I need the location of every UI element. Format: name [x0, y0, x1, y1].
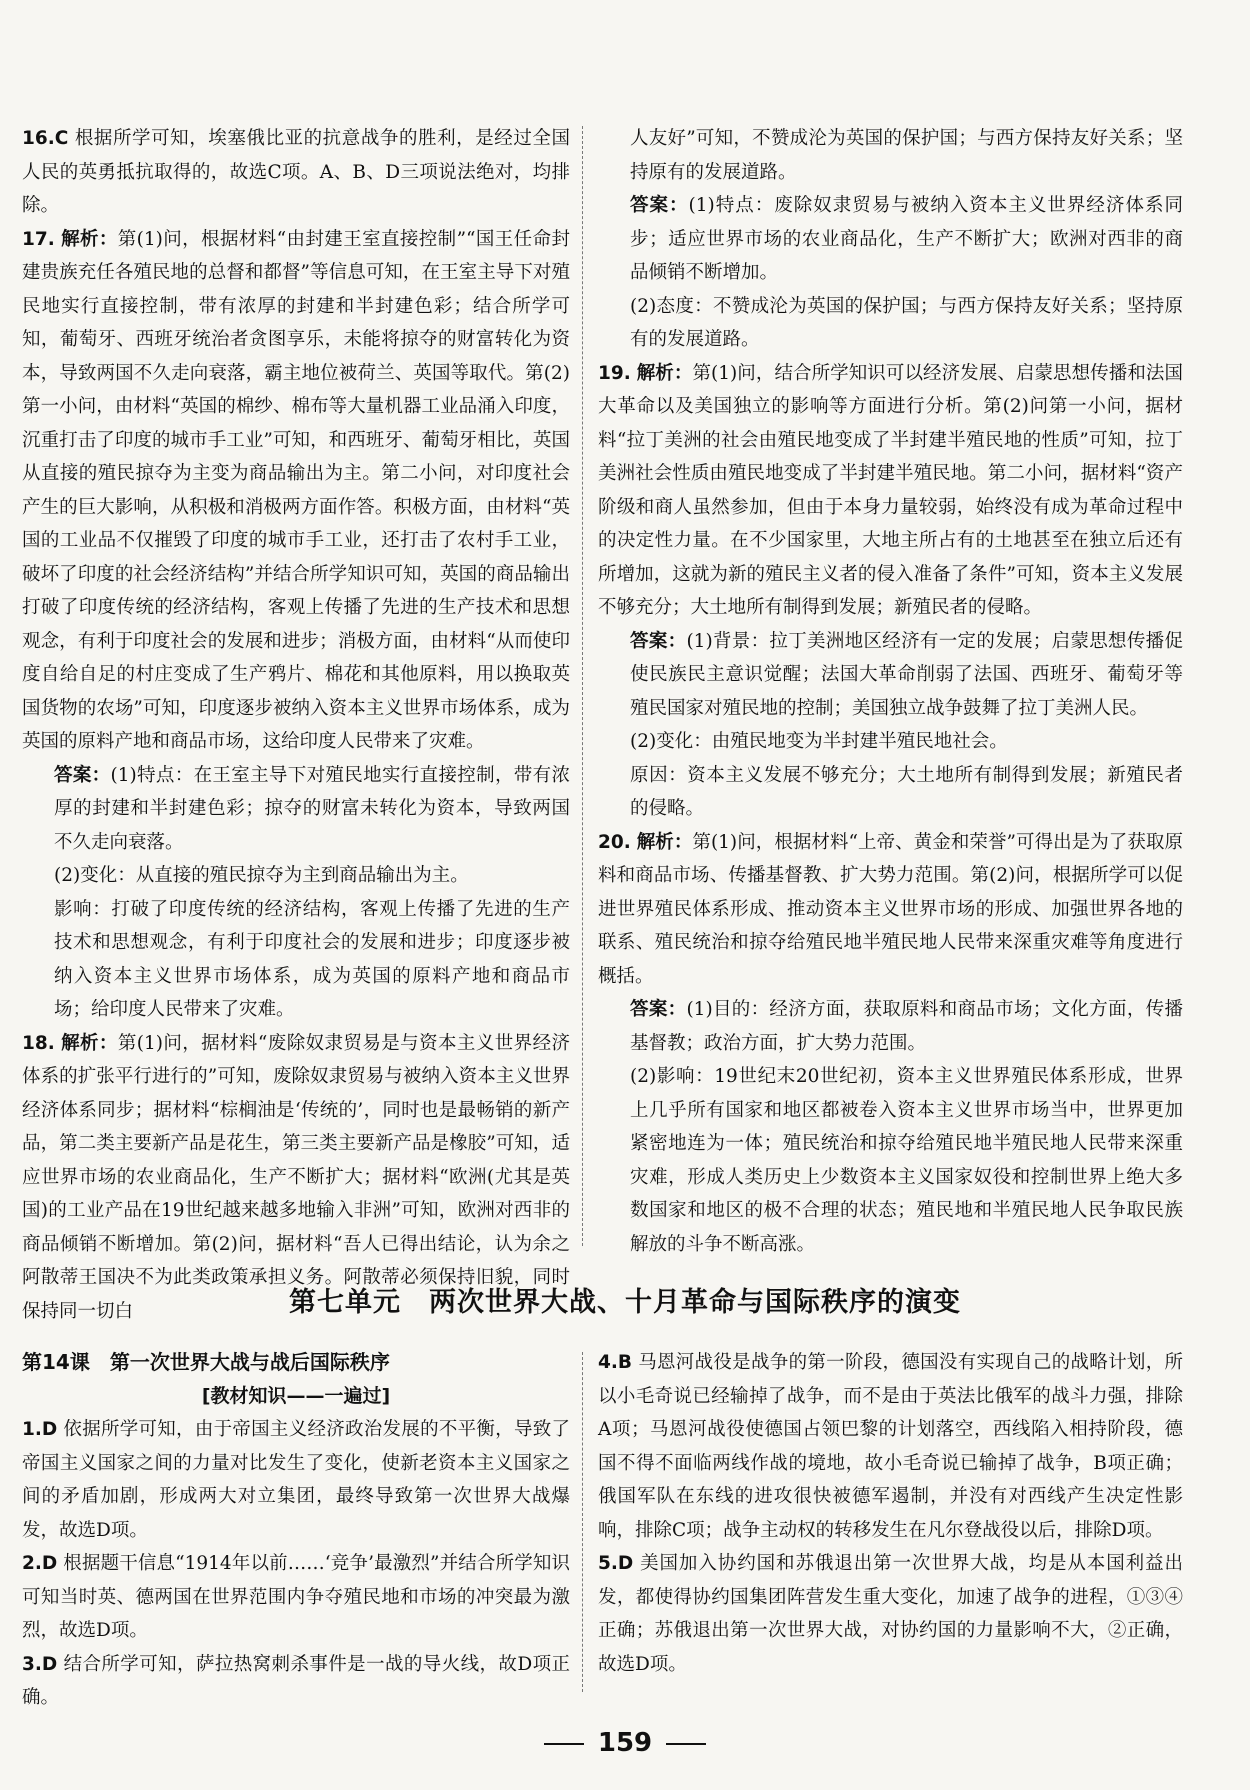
paragraph [22, 1547, 570, 1648]
paragraph-text: 依据所学可知，由于帝国主义经济政治发展的不平衡，导致了帝国主义国家之间的力量对比发生了变化，使新老资本主义国家之间的矛盾加剧，形成两大对立集团，最终导致第一次世界大战爆发，故选D项。 [22, 1419, 570, 1541]
paragraph-text: 结合所学可知，萨拉热窝刺杀事件是一战的导火线，故D项正确。 [22, 1653, 570, 1708]
paragraph-text: 根据题干信息“1914年以前……‘竞争’最激烈”并结合所学知识可知当时英、德两国在世界范围内争夺殖民地和市场的冲突最为激烈，故选D项。 [22, 1553, 570, 1641]
paragraph-text: 影响：打破了印度传统的经济结构，客观上传播了先进的生产技术和思想观念，有利于印度社会的发展和进步；印度逐步被纳入资本主义世界市场体系，成为英国的原料产地和商品市场；给印度人民带来了灾难。 [54, 898, 570, 1020]
paragraph-text: 第(1)问，根据材料“由封建王室直接控制”“国王任命封建贵族充任各殖民地的总督和都督”等信息可知，在王室主导下对殖民地实行直接控制，带有浓厚的封建和半封建色彩；结合所学可知，葡萄牙、西班牙统治者贪图享乐，未能将掠夺的财富转化为资本，导致两国不久走向衰落，霸主地位被荷兰、英国等取代。第(2)第一小问，由材料“英国的棉纱、棉布等大量机器工业品涌入印度，沉重打击了印度的城市手工业”可知，和西班牙、葡萄牙相比，英国从直接的殖民掠夺为主变为商品输出为主。第二小问，对印度社会产生的巨大影响，从积极和消极两方面作答。积极方面，由材料“英国的工业品不仅摧毁了印度的城市手工业，还打击了农村手工业，破坏了印度的社会经济结构”并结合所学知识可知，英国的商品输出打破了印度传统的经济结构，客观上传播了先进的生产技术和思想观念，有利于印度社会的发展和进步；消极方面，由材料“从而使印度自给自足的村庄变成了生产鸦片、棉花和其他原料，用以换取英国货物的农场”可知，印度逐步被纳入资本主义世界市场体系，成为英国的原料产地和商品市场，这给印度人民带来了灾难。 [22, 228, 570, 752]
paragraph-text: 第(1)问，据材料“废除奴隶贸易是与资本主义世界经济体系的扩张平行进行的”可知，废除奴隶贸易与被纳入资本主义世界经济体系同步；据材料“棕榈油是‘传统的’，同时也是最畅销的新产品，第二类主要新产品是花生，第三类主要新产品是橡胶”可知，适应世界市场的农业商品化，生产不断扩大；据材料“欧洲(尤其是英国)的工业产品在19世纪越来越多地输入非洲”可知，欧洲对西非的商品倾销不断增加。第(2)问，据材料“吾人已得出结论，认为余之阿散蒂王国决不为此类政策承担义务。阿散蒂必须保持旧貌，同时保持同一切白 [22, 1032, 570, 1322]
paragraph [598, 189, 1183, 290]
question-number: 16.C [22, 128, 69, 149]
paragraph [598, 357, 1183, 625]
paragraph [22, 1413, 570, 1547]
right-column-top [598, 122, 1183, 1261]
paragraph [22, 1648, 570, 1715]
label: 解析： [61, 228, 118, 250]
label: 答案： [630, 630, 687, 652]
page-number-text: 159 [597, 1728, 653, 1758]
left-column-bottom [22, 1346, 570, 1715]
paragraph-text: (2)变化：从直接的殖民掠夺为主到商品输出为主。 [54, 865, 469, 886]
paragraph [598, 1060, 1183, 1261]
paragraph [22, 122, 570, 223]
paragraph [598, 725, 1183, 759]
left-column-top [22, 122, 570, 1328]
paragraph-text: (2)影响：19世纪末20世纪初，资本主义世界殖民体系形成，世界上几乎所有国家和地区都被卷入资本主义世界市场当中，世界更加紧密地连为一体；殖民统治和掠夺给殖民地半殖民地人民带来深重灾难，形成人类历史上少数资本主义国家奴役和控制世界上绝大多数国家和地区的极不合理的状态；殖民地和半殖民地人民争取民族解放的斗争不断高涨。 [630, 1066, 1183, 1255]
paragraph-text: 美国加入协约国和苏俄退出第一次世界大战，均是从本国利益出发，都使得协约国集团阵营发生重大变化，加速了战争的进程，①③④正确；苏俄退出第一次世界大战，对协约国的力量影响不大，②正确，故选D项。 [598, 1553, 1183, 1675]
question-number: 1.D [22, 1419, 58, 1440]
paragraph [22, 223, 570, 759]
dash-left [544, 1743, 584, 1745]
paragraph [22, 859, 570, 893]
unit-title: 第七单元 两次世界大战、十月革命与国际秩序的演变 [289, 1287, 961, 1318]
lesson-title: 第14课 第一次世界大战与战后国际秩序 [22, 1350, 390, 1374]
label: 答案： [54, 764, 111, 786]
page-number [0, 1728, 1250, 1758]
paragraph [598, 993, 1183, 1060]
column-divider [582, 126, 583, 1246]
paragraph [598, 759, 1183, 826]
paragraph [598, 826, 1183, 994]
paragraph-text: 根据所学可知，埃塞俄比亚的抗意战争的胜利，是经过全国人民的英勇抵抗取得的，故选C项。A、B、D三项说法绝对，均排除。 [22, 128, 570, 216]
left-bottom-items [22, 1413, 570, 1715]
question-number: 2.D [22, 1553, 58, 1574]
label: 解析： [636, 362, 693, 384]
question-number: 18. [22, 1032, 55, 1054]
question-number: 20. [598, 831, 631, 853]
paragraph [598, 1547, 1183, 1681]
dash-right [666, 1743, 706, 1745]
question-number: 3.D [22, 1653, 58, 1675]
paragraph [598, 290, 1183, 357]
paragraph-text: (1)特点：废除奴隶贸易与被纳入资本主义世界经济体系同步；适应世界市场的农业商品化，生产不断扩大；欧洲对西非的商品倾销不断增加。 [630, 195, 1183, 283]
paragraph-text: (1)目的：经济方面，获取原料和商品市场；文化方面，传播基督教；政治方面，扩大势力范围。 [630, 999, 1183, 1054]
paragraph-text: (2)变化：由殖民地变为半封建半殖民地社会。 [630, 731, 1008, 752]
label: 答案： [630, 195, 689, 216]
paragraph-text: 马恩河战役是战争的第一阶段，德国没有实现自己的战略计划，所以小毛奇说已经输掉了战争，而不是由于英法比俄军的战斗力强，排除A项；马恩河战役使德国占领巴黎的计划落空，西线陷入相持阶段，德国不得不面临两线作战的境地，故小毛奇说已输掉了战争，B项正确；俄国军队在东线的进攻很快被德军遏制，并没有对西线产生决定性影响，排除C项；战争主动权的转移发生在凡尔登战役以后，排除D项。 [598, 1352, 1183, 1541]
paragraph [22, 759, 570, 860]
paragraph [598, 1346, 1183, 1547]
label: 解析： [61, 1032, 118, 1054]
paragraph [598, 122, 1183, 189]
paragraph-text: (1)特点：在王室主导下对殖民地实行直接控制，带有浓厚的封建和半封建色彩；掠夺的财富未转化为资本，导致两国不久走向衰落。 [54, 764, 570, 853]
section-subhead: [教材知识——一遍过] [201, 1384, 391, 1407]
question-number: 4.B [598, 1352, 633, 1373]
label: 解析： [636, 831, 693, 853]
paragraph-text: 第(1)问，结合所学知识可以经济发展、启蒙思想传播和法国大革命以及美国独立的影响等方面进行分析。第(2)问第一小问，据材料“拉丁美洲的社会由殖民地变成了半封建半殖民地的性质”可知，拉丁美洲社会性质由殖民地变成了半封建半殖民地。第二小问，据材料“资产阶级和商人虽然参加，但由于本身力量较弱，始终没有成为革命过程中的决定性力量。在不少国家里，大地主所占有的土地甚至在独立后还有所增加，这就为新的殖民主义者的侵入准备了条件”可知，资本主义发展不够充分；大土地所有制得到发展；新殖民者的侵略。 [598, 362, 1183, 618]
paragraph-text: 第(1)问，根据材料“上帝、黄金和荣誉”可得出是为了获取原料和商品市场、传播基督教、扩大势力范围。第(2)问，根据所学可以促进世界殖民体系形成、推动资本主义世界市场的形成、加强世界各地的联系、殖民统治和掠夺给殖民地半殖民地人民带来深重灾难等角度进行概括。 [598, 831, 1183, 987]
paragraph [598, 625, 1183, 726]
question-number: 17. [22, 228, 55, 250]
column-divider-bottom [582, 1352, 583, 1692]
paragraph-text: 原因：资本主义发展不够充分；大土地所有制得到发展；新殖民者的侵略。 [630, 764, 1183, 819]
question-number: 5.D [598, 1553, 634, 1574]
right-column-bottom [598, 1346, 1183, 1681]
paragraph-text: (1)背景：拉丁美洲地区经济有一定的发展；启蒙思想传播促使民族民主意识觉醒；法国大革命削弱了法国、西班牙、葡萄牙等殖民国家对殖民地的控制；美国独立战争鼓舞了拉丁美洲人民。 [630, 630, 1183, 719]
paragraph [22, 893, 570, 1027]
question-number: 19. [598, 362, 631, 384]
label: 答案： [630, 999, 687, 1020]
paragraph-text: 人友好”可知，不赞成沦为英国的保护国；与西方保持友好关系；坚持原有的发展道路。 [630, 128, 1183, 183]
paragraph-text: (2)态度：不赞成沦为英国的保护国；与西方保持友好关系；坚持原有的发展道路。 [630, 295, 1183, 350]
